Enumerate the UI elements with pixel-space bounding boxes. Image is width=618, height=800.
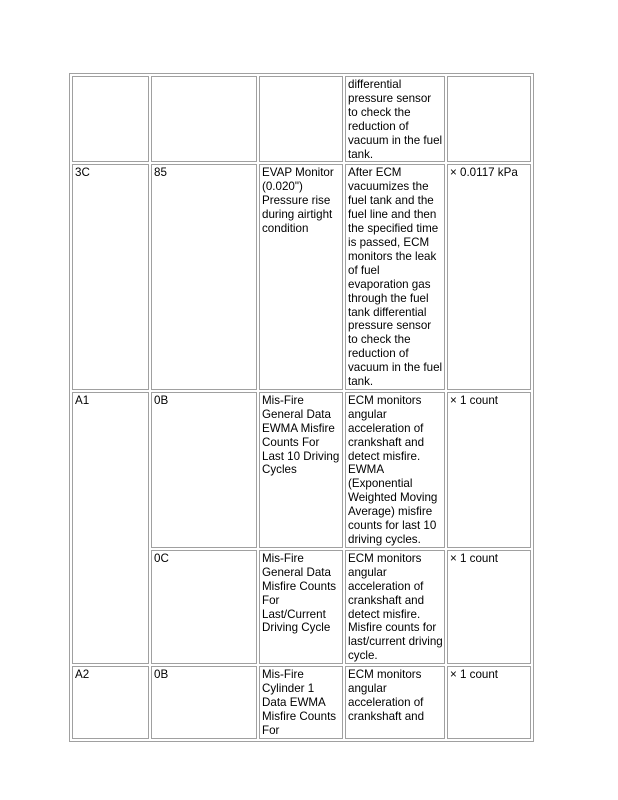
mode-cell: 3C <box>72 164 149 390</box>
description-cell: ECM monitors angular acceleration of crankshaft and detect misfire. Misfire counts for last/current driving cycle. <box>345 550 445 664</box>
item-cell: Mis-Fire General Data Misfire Counts For Last/Current Driving Cycle <box>259 550 343 664</box>
table-row <box>72 76 531 162</box>
unit-cell: × 1 count <box>447 666 531 739</box>
test-id-cell: 0C <box>151 550 257 664</box>
test-id-cell: 85 <box>151 164 257 390</box>
description-cell: ECM monitors angular acceleration of crankshaft and <box>345 666 445 739</box>
test-id-cell: 0B <box>151 666 257 739</box>
description-cell: ECM monitors angular acceleration of crankshaft and detect misfire. EWMA (Exponential Weighted Moving Average) misfire counts for last 10 driving cycles. <box>345 392 445 548</box>
unit-cell <box>447 76 531 162</box>
item-cell: EVAP Monitor (0.020") Pressure rise during airtight condition <box>259 164 343 390</box>
mode-cell: A2 <box>72 666 149 739</box>
description-cell: differential pressure sensor to check the reduction of vacuum in the fuel tank. <box>345 76 445 162</box>
item-cell <box>259 76 343 162</box>
unit-cell: × 1 count <box>447 550 531 664</box>
mode-cell <box>72 76 149 162</box>
unit-cell: × 1 count <box>447 392 531 548</box>
table-row <box>72 392 531 548</box>
item-cell: Mis-Fire General Data EWMA Misfire Counts For Last 10 Driving Cycles <box>259 392 343 548</box>
test-id-cell <box>151 76 257 162</box>
item-cell: Mis-Fire Cylinder 1 Data EWMA Misfire Counts For <box>259 666 343 739</box>
unit-cell: × 0.0117 kPa <box>447 164 531 390</box>
table-row <box>72 666 531 739</box>
table-row <box>72 164 531 390</box>
mode-cell: A1 <box>72 392 149 664</box>
monitor-data-table <box>69 73 534 742</box>
description-cell: After ECM vacuumizes the fuel tank and the fuel line and then the specified time is passed, ECM monitors the leak of fuel evaporation gas through the fuel tank differential pressure sensor to check the reduction of vacuum in the fuel tank. <box>345 164 445 390</box>
test-id-cell: 0B <box>151 392 257 548</box>
